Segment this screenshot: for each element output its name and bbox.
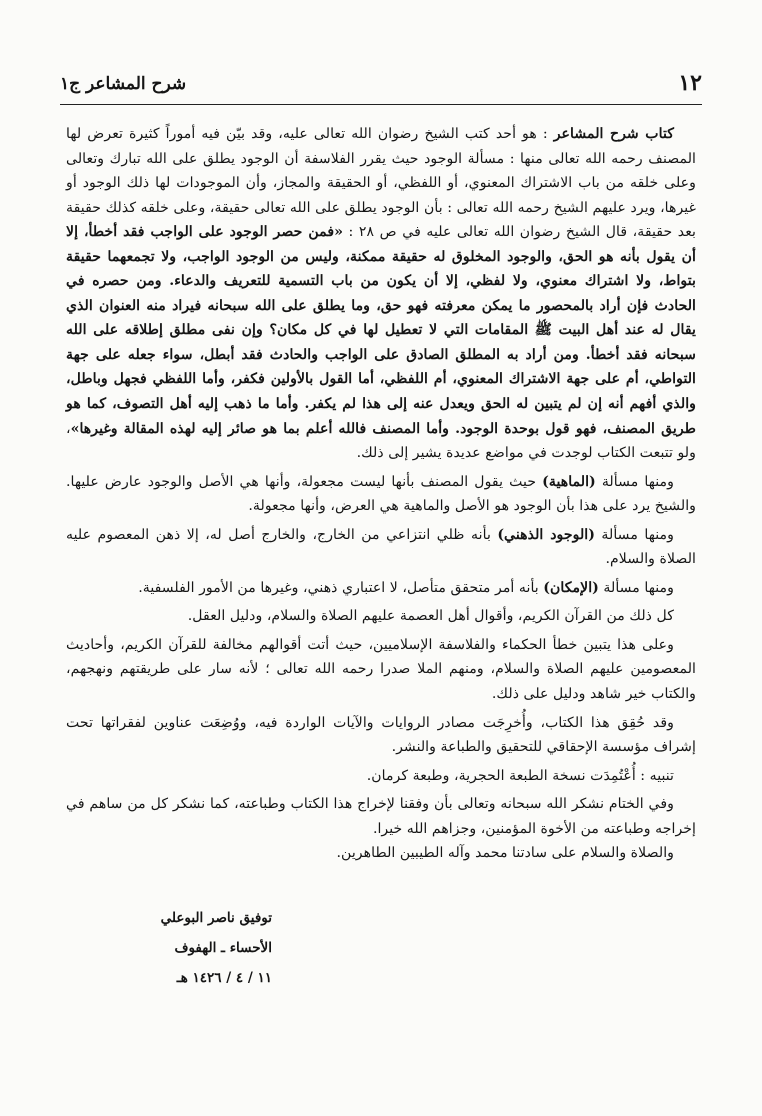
running-title: شرح المشاعر ج١ (60, 74, 187, 94)
quote-bold-1: «فمن حصر الوجود على الواجب فقد أخطأ، إلا أن يقول بأنه هو الحق، والوجود المخلوق له حقيقة ممكنة، وليس من الوجود الواجب، ولا تجمعهما حقيقة بتواط، ولا اشتراك معنوي، ولا لفظي، إلا أن يكون من باب التسمية للتعريف والدعاء. (66, 224, 696, 290)
mahiya-term: (الماهية) (542, 473, 596, 490)
paragraph-imkan (66, 576, 696, 601)
quote-bold-2: ومن حصره في الحادث فإن أراد بالمحصور ما يمكن معرفته فهو حق، وما يطلق على الله سبحانه فيراد منه العنوان الذي يقال له عند أهل البيت ﷺ المقامات التي لا تعطيل لها في كل مكان؟ وإن نفى مطلق إطلاقه على الله سبحانه فقد أخطأ. ومن أراد به المطلق الصادق على الواجب والحادث فقد أبطل، سواء جعله على جهة التواطي، أم على جهة الاشتراك المعنوي، أم اللفظي، أما القول بالأولين فكفر، وأما اللفظي فجهل وباطل، والذي أفهم أنه إن لم يتبين له الحق ويعدل عنه إلى هذا لم يكفر. وأما ما ذهب إليه أهل التصوف، كما هو طريق المصنف، فهو قول بوحدة الوجود. وأما المصنف فالله أعلم بما هو صائر إليه لهذه المقالة وغيرها» (66, 273, 696, 437)
mahiya-text: حيث يقول المصنف بأنها ليست مجعولة، وأنها هي الأصل والوجود عارض عليها. والشيخ يرد على هذا بأن الوجود هو الأصل والماهية هي العرض، وأنها مجعولة. (66, 473, 696, 515)
imkan-prefix: ومنها مسألة (598, 579, 674, 596)
dhihni-text: بأنه ظلي انتزاعي من الخارج، والخارج أصل له، إلا ذهن المعصوم عليه الصلاة والسلام. (66, 526, 696, 568)
imkan-text: بأنه أمر متحقق متأصل، لا اعتباري ذهني، وغيرها من الأمور الفلسفية. (138, 579, 544, 596)
imkan-term: (الإمكان) (543, 579, 599, 596)
paragraph-mahiya (66, 470, 696, 519)
intro-end: ، ولو تتبعت الكتاب لوجدت في مواضع عديدة يشير إلى ذلك. (66, 420, 696, 462)
paragraph-quran: كل ذلك من القرآن الكريم، وأقوال أهل العصمة عليهم الصلاة والسلام، ودليل العقل. (187, 608, 674, 625)
paragraph-tanbih: تنبيه : أُعْتُمِدَت نسخة الطبعة الحجرية، وطبعة كرمان. (366, 767, 674, 784)
signature-block (72, 903, 272, 993)
mahiya-prefix: ومنها مسألة (595, 473, 674, 490)
book-title-label: كتاب شرح المشاعر (553, 126, 674, 142)
paragraph-tahqiq: وقد حُقِق هذا الكتاب، وأُخرِجَت مصادر الروايات والآيات الواردة فيه، ووُضِعَت عناوين لفقراتها تحت إشراف مؤسسة الإحقاقي للتحقيق والطباعة والنشر. (66, 714, 696, 756)
paragraph-salat: والصلاة والسلام على سادتنا محمد وآله الطيبين الطاهرين. (336, 845, 674, 862)
intro-text: : هو أحد كتب الشيخ رضوان الله تعالى عليه، وقد بيّن فيه أموراً كثيرة تعرض لها المصنف رحمه الله تعالى منها : مسألة الوجود حيث يقرر الفلاسفة أن الوجود يطلق على الله تبارك وتعالى وعلى خلقه من باب الاشتراك المعنوي، أو اللفظي، أو الحقيقة والمجاز، وأن الموجودات لها ذلك الوجود أو غيرها، ويرد عليهم الشيخ رحمه الله تعالى : بأن الوجود يطلق على الله تعالى حقيقة، وعلى خلقه كذلك حقيقة بعد حقيقة، قال الشيخ رضوان الله تعالى عليه في ص ٢٨ : (66, 126, 696, 241)
author-place: الأحساء ـ الهفوف (174, 940, 272, 956)
page-body (66, 122, 696, 866)
dhihni-term: (الوجود الذهني) (497, 526, 595, 543)
page-number: ١٢ (678, 70, 702, 96)
intro-paragraph (66, 122, 696, 466)
paragraph-dhihni (66, 523, 696, 572)
paragraph-khata: وعلى هذا يتبين خطأ الحكماء والفلاسفة الإسلاميين، حيث أتت أقوالهم مخالفة للقرآن الكريم، وأحاديث المعصومين عليهم الصلاة والسلام، ومنهم الملا صدرا رحمه الله تعالى ؛ لأنه سار على طريقتهم ونهجهم، والكتاب خير شاهد ودليل على ذلك. (66, 636, 696, 703)
paragraph-khitam: وفي الختام نشكر الله سبحانه وتعالى بأن وفقنا لإخراج هذا الكتاب وطباعته، كما نشكر كل من ساهم في إخراجه وطباعته من الأخوة المؤمنين، وجزاهم الله خيرا. (66, 796, 696, 837)
signature-date: ١١ / ٤ / ١٤٢٦ هـ (176, 970, 272, 986)
dhihni-prefix: ومنها مسألة (594, 526, 674, 543)
author-name: توفيق ناصر البوعلي (160, 910, 272, 926)
page-header (60, 72, 702, 105)
